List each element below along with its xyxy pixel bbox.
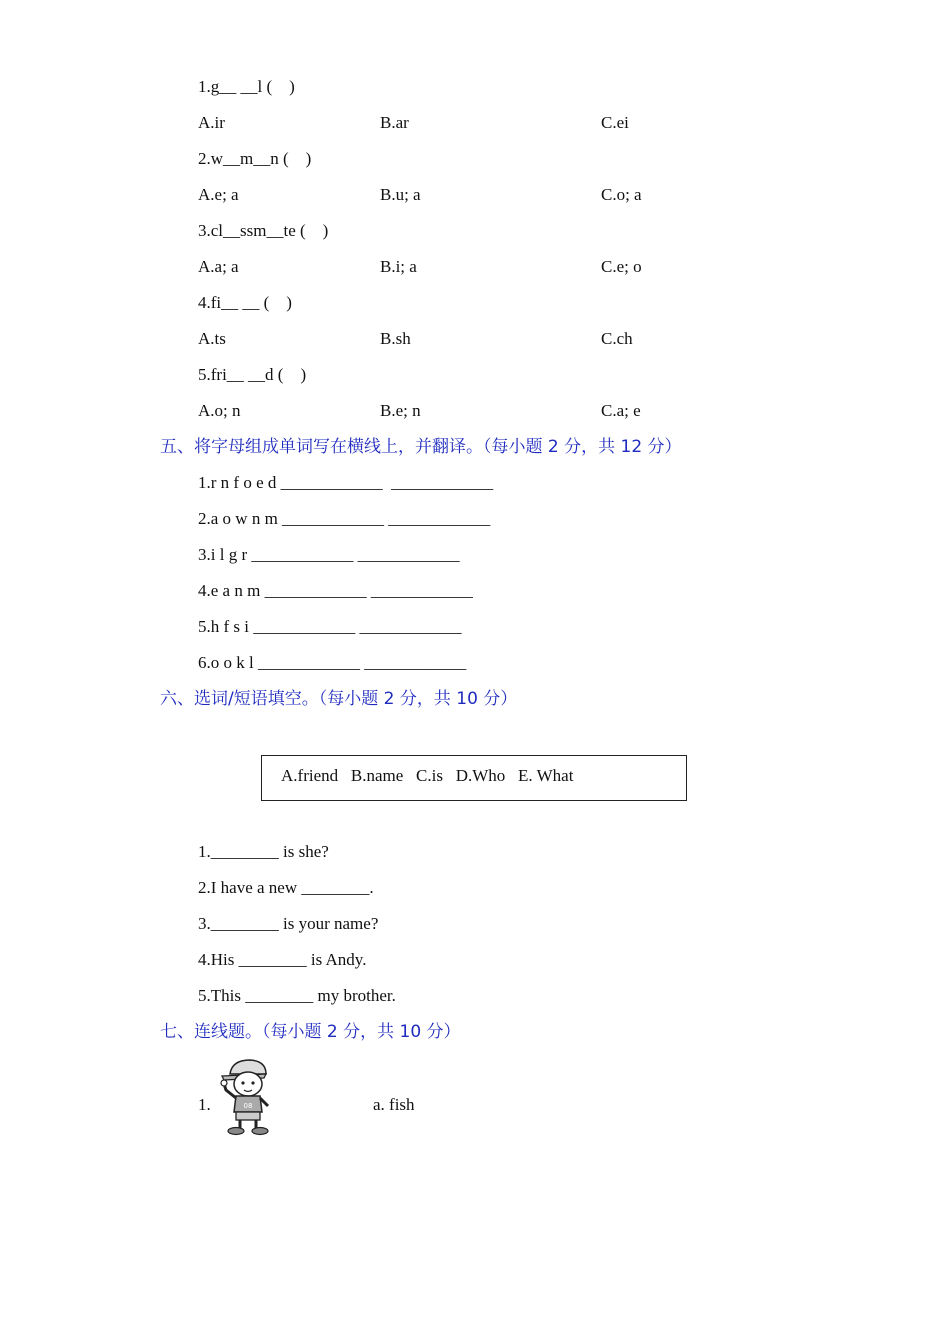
q4-5-option-a: A.o; n (198, 401, 241, 420)
svg-text:08: 08 (243, 1102, 253, 1110)
q4-3-option-c: C.e; o (601, 257, 642, 276)
q4-4-stem: 4.fi__ __ ( ) (198, 293, 292, 312)
q5-6: 6.o o k l ____________ ____________ (198, 653, 467, 672)
q6-5: 5.This ________ my brother. (198, 986, 396, 1005)
q4-2-option-a: A.e; a (198, 185, 239, 204)
q4-1-option-c: C.ei (601, 113, 629, 132)
q5-2: 2.a o w n m ____________ ____________ (198, 509, 491, 528)
q4-4-option-b: B.sh (380, 329, 411, 348)
q7-match-a: a. fish (373, 1095, 415, 1114)
q4-5-option-c: C.a; e (601, 401, 641, 420)
q4-2-option-c: C.o; a (601, 185, 642, 204)
q4-2-stem: 2.w__m__n ( ) (198, 149, 312, 168)
section5-heading: 五、将字母组成单词写在横线上，并翻译。（每小题 2 分，共 12 分） (160, 437, 682, 457)
q6-1: 1.________ is she? (198, 842, 329, 861)
q4-5-option-b: B.e; n (380, 401, 421, 420)
q5-1: 1.r n f o e d ____________ ____________ (198, 473, 494, 492)
q5-3: 3.i l g r ____________ ____________ (198, 545, 460, 564)
word-bank-box (261, 755, 687, 801)
q4-3-option-a: A.a; a (198, 257, 239, 276)
q4-1-stem: 1.g__ __l ( ) (198, 77, 295, 96)
q4-3-stem: 3.cl__ssm__te ( ) (198, 221, 329, 240)
q4-4-option-a: A.ts (198, 329, 226, 348)
word-bank: A.friend B.name C.is D.Who E. What (281, 766, 574, 785)
q4-2-option-b: B.u; a (380, 185, 421, 204)
q4-1-option-b: B.ar (380, 113, 409, 132)
q6-2: 2.I have a new ________. (198, 878, 374, 897)
q6-3: 3.________ is your name? (198, 914, 379, 933)
q6-4: 4.His ________ is Andy. (198, 950, 367, 969)
q4-1-option-a: A.ir (198, 113, 225, 132)
q5-4: 4.e a n m ____________ ____________ (198, 581, 473, 600)
q5-5: 5.h f s i ____________ ____________ (198, 617, 462, 636)
q4-3-option-b: B.i; a (380, 257, 417, 276)
q7-1-number: 1. (198, 1095, 211, 1114)
boy-with-cap-illustration (218, 1056, 276, 1136)
q4-5-stem: 5.fri__ __d ( ) (198, 365, 307, 384)
section6-heading: 六、选词/短语填空。（每小题 2 分，共 10 分） (160, 689, 518, 709)
q4-4-option-c: C.ch (601, 329, 633, 348)
section7-heading: 七、连线题。（每小题 2 分，共 10 分） (160, 1022, 461, 1042)
